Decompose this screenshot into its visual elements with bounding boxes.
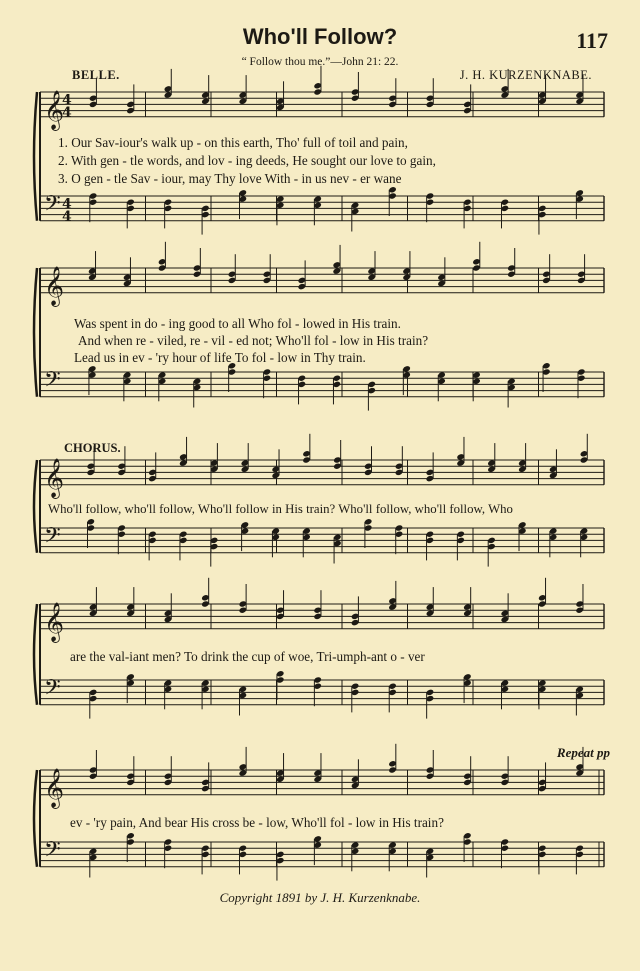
lyric-line-2-verse-3: Lead us in ev - 'ry hour of life To fol - low in Thy train. [74, 350, 366, 365]
system-2-treble-clef-icon: 𝄞 [44, 265, 65, 306]
system-3-bass-clef-icon: 𝄢 [44, 523, 61, 554]
system-3-brace [34, 460, 37, 553]
copyright-notice: Copyright 1891 by J. H. Kurzenknabe. [219, 890, 421, 905]
system-5-treble-clef-icon: 𝄞 [44, 767, 65, 808]
chorus-label: CHORUS. [64, 441, 121, 455]
system-5-bass-clef-icon: 𝄢 [44, 837, 61, 868]
page-title: Who'll Follow? [242, 24, 398, 49]
system-4-treble-clef-icon: 𝄞 [44, 601, 65, 642]
lyric-line-2-verse-2: And when re - viled, re - vil - ed not; Who'll fol - low in His train? [78, 333, 429, 348]
system-1-bass-clef-icon: 𝄢 [44, 191, 61, 222]
chorus-lyric-line-2: are the val-iant men? To drink the cup of woe, Tri-umph-ant o - ver [70, 649, 425, 664]
page-number: 117 [576, 28, 608, 53]
lyric-line-1-verse-1: 1. Our Sav-iour's walk up - on this earth, Tho' full of toil and pain, [58, 135, 408, 150]
system-3-treble-clef-icon: 𝄞 [44, 457, 65, 498]
repeat-marking: Repeat pp [556, 745, 610, 760]
system-4-brace [34, 604, 37, 705]
chorus-lyric-line-3: ev - 'ry pain, And bear His cross be - low, Who'll fol - low in His train? [70, 815, 444, 830]
system-5-brace [34, 770, 37, 867]
system-2-bass-clef-icon: 𝄢 [44, 367, 61, 398]
system-2-brace [34, 268, 37, 397]
time-signature-denominator: 4 [62, 208, 72, 225]
lyric-line-1-verse-3: 3. O gen - tle Sav - iour, may Thy love With - in us nev - er wane [58, 171, 402, 186]
system-1-treble-clef-icon: 𝄞 [44, 89, 65, 130]
tune-name: BELLE. [72, 68, 120, 82]
lyric-line-2-verse-1: Was spent in do - ing good to all Who fol - lowed in His train. [74, 316, 401, 331]
system-4-bass-clef-icon: 𝄢 [44, 675, 61, 706]
scripture-epigraph: “ Follow thou me.”—John 21: 22. [241, 56, 399, 68]
time-signature-denominator: 4 [62, 104, 72, 121]
lyric-line-1-verse-2: 2. With gen - tle words, and lov - ing deeds, He sought our love to gain, [58, 153, 436, 168]
chorus-lyric-line-1: Who'll follow, who'll follow, Who'll follow in His train? Who'll follow, who'll follow, Who [48, 502, 513, 516]
system-1-brace [34, 92, 37, 221]
time-signature-numerator: 4 [62, 196, 72, 213]
composer-name: J. H. KURZENKNABE. [459, 68, 592, 82]
time-signature-numerator: 4 [62, 92, 72, 109]
